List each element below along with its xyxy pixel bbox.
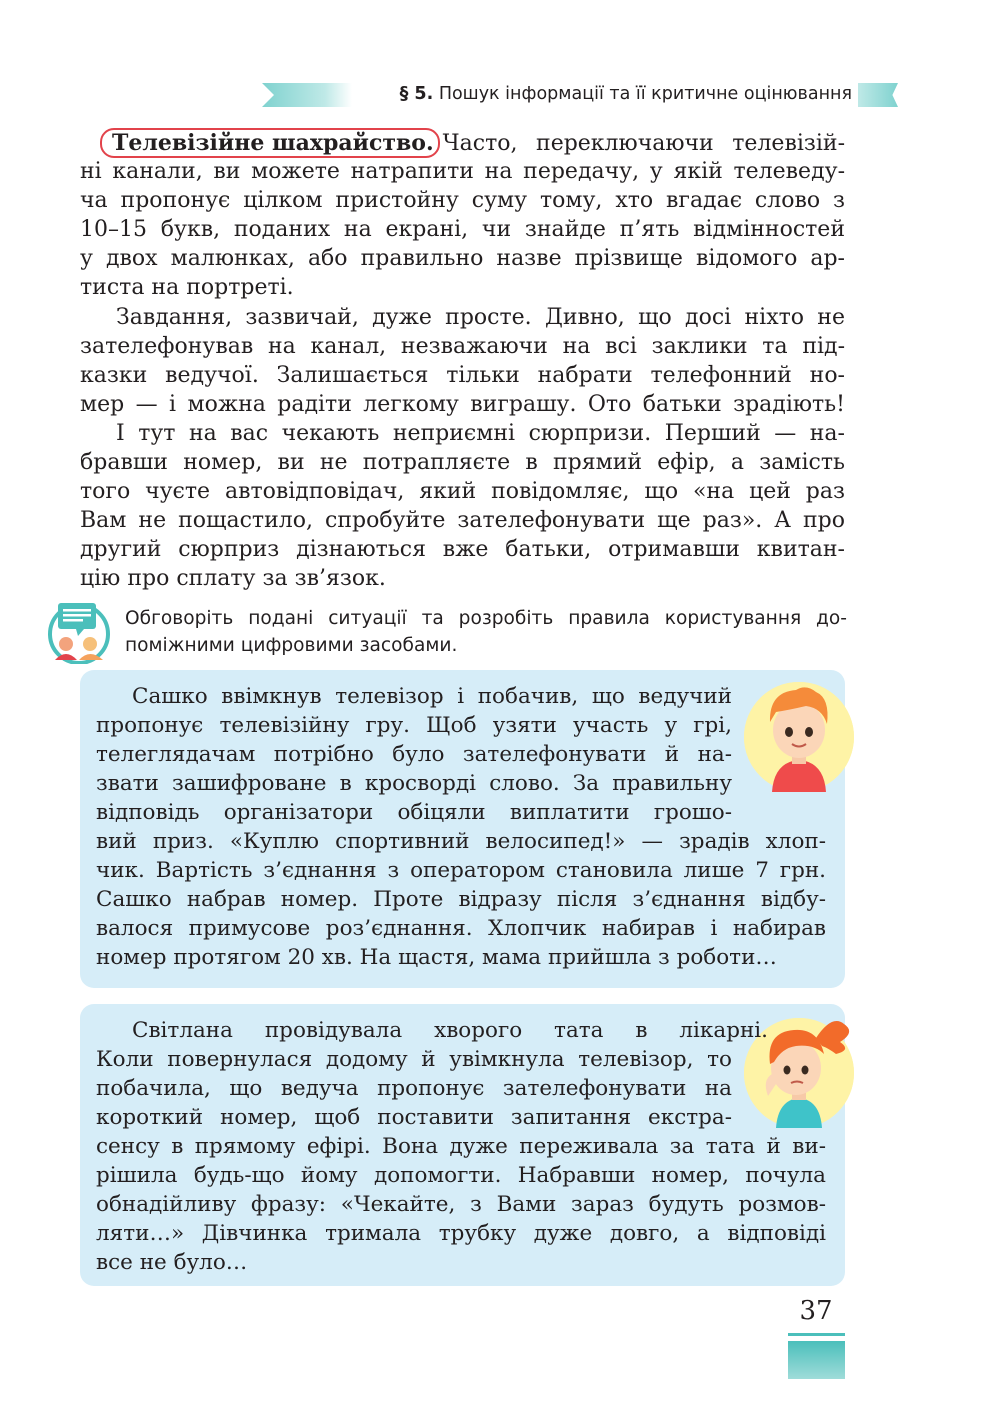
text-line: І тут на вас чекають неприємні сюрпризи. Перший — на- [116,421,845,446]
text-line: ні канали, ви можете натрапити на передачу, у якій телеведу- [80,159,845,184]
text-line: валося примусове роз’єднання. Хлопчик набирав і набирав [96,916,826,941]
text-line: 10–15 букв, поданих на екрані, чи знайде п’ять відмінностей [80,217,845,242]
discussion-prompt [125,605,847,659]
header-band-left [262,83,352,107]
term-highlight: Телевізійне шахрайство. [100,128,440,158]
text-line: Сашко набрав номер. Проте відразу після з’єднання відбу- [96,887,826,912]
text-line: вий приз. «Куплю спортивний велосипед!» — зрадів хлоп- [96,829,826,854]
text-line: Завдання, зазвичай, дуже просте. Дивно, що досі ніхто не [116,305,845,330]
text-line: рішила будь-що йому допомогти. Набравши номер, почула [96,1163,826,1188]
text-line: казки ведучої. Залишається тільки набрати телефонний но- [80,363,845,388]
text-line: того чуєте автовідповідач, який повідомляє, що «на цей раз [80,479,845,504]
text-line: звати зашифроване в кросворді слово. За правильну [96,771,732,796]
story-box-sashko [80,670,845,988]
text-line: короткий номер, щоб поставити запитання екстра- [96,1105,732,1130]
paragraph-tv-fraud [80,128,845,302]
text-line: у двох малюнках, або правильно назве прізвище відомого ар- [80,246,845,271]
header-band-right [858,83,898,107]
section-title: § 5. Пошук інформації та її критичне оцінювання [399,84,852,104]
page-number-rule [788,1333,845,1336]
text-line: телеглядачам потрібно було зателефонувати й на- [96,742,732,767]
story-text [96,1016,826,1277]
text-line: бравши номер, ви не потрапляєте в прямий ефір, а замість [80,450,845,475]
text-line: пропонує телевізійну гру. Щоб узяти участь у грі, [96,713,732,738]
text-line: зателефонував на канал, незважаючи на всі заклики та під- [80,334,845,359]
text-line: цію про сплату за зв’язок. [80,566,386,591]
text-line: поміжними цифровими засобами. [125,635,458,656]
text-line: тиста на портреті. [80,275,294,300]
story-text [96,682,826,972]
text-line: відповідь організатори обіцяли виплатити грошо- [96,800,732,825]
story-box-svitlana [80,1004,845,1286]
discussion-icon [46,600,112,664]
text-line: Сашко ввімкнув телевізор і побачив, що ведучий [132,684,732,709]
text-line: Світлана провідувала хворого тата в лікарні. [132,1018,768,1043]
text-line: другий сюрприз дізнаються вже батьки, отримавши квитан- [80,537,845,562]
text-line: Телевізійне шахрайство. Часто, переключаючи телевізій- [80,128,845,157]
text-line: номер протягом 20 хв. На щастя, мама прийшла з роботи… [96,945,777,970]
text-line: ча пропонує цілком пристойну суму тому, хто вгадає слово з [80,188,845,213]
paragraph-surprises [80,419,845,593]
page-corner-block [788,1341,845,1379]
text-line: все не було… [96,1250,248,1275]
text-line: мер — і можна радіти легкому виграшу. Ото батьки зрадіють! [80,392,845,417]
text-line: Коли повернулася додому й увімкнула телевізор, то [96,1047,732,1072]
paragraph-task [80,303,845,419]
page-number: 37 [799,1296,833,1326]
text-line: чик. Вартість з’єднання з оператором становила лише 7 грн. [96,858,826,883]
running-header [0,80,992,112]
text-line: побачила, що ведуча пропонує зателефонувати на [96,1076,732,1101]
text-line: Вам не пощастило, спробуйте зателефонувати ще раз». А про [80,508,845,533]
text-line: ляти…» Дівчинка тримала трубку дуже довго, а відповіді [96,1221,826,1246]
text-line: Обговоріть подані ситуації та розробіть правила користування до- [125,608,847,629]
text-line: обнадійливу фразу: «Чекайте, з Вами зараз будуть розмов- [96,1192,826,1217]
text-line: сенсу в прямому ефірі. Вона дуже переживала за тата й ви- [96,1134,826,1159]
